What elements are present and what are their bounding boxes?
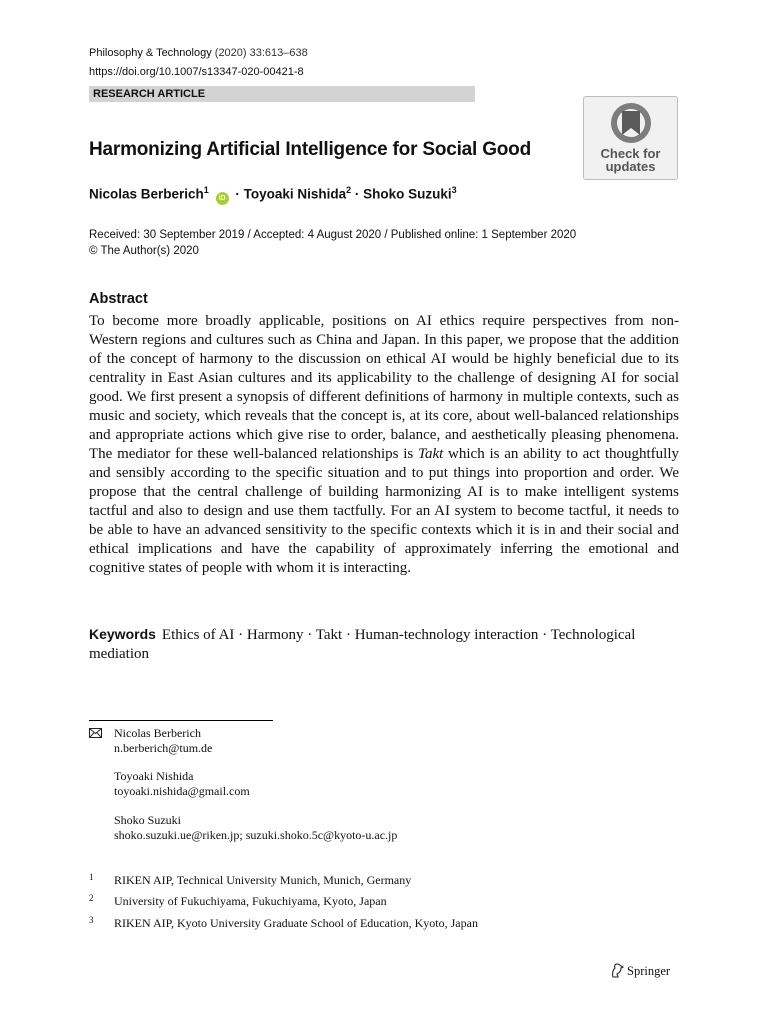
affiliation-text: University of Fukuchiyama, Fukuchiyama, Kyoto, Japan <box>114 894 387 908</box>
journal-citation <box>89 47 308 59</box>
author-name: Toyoaki Nishida <box>243 186 347 202</box>
author-separator: · <box>231 186 244 202</box>
springer-horse-icon <box>610 963 624 978</box>
contact-name: Toyoaki Nishida <box>114 769 194 783</box>
copyright-notice: © The Author(s) 2020 <box>89 245 199 257</box>
author-affiliation-sup: 2 <box>346 185 352 195</box>
abstract-text-part: which is an ability to act thoughtfully and sensibly according to the specific situation and to put things into proportion and order. We propose that the central challenge of building harmonizing AI is to make intelligent systems tactful and also to design and use them tactfully. For an AI system to become tactful, it needs to be able to have an advanced sensitivity to the specific contexts which it is in and their social and ethical implications and have the capability of approximately inferring the emotional and cognitive states of people with whom it is interacting. <box>89 446 679 576</box>
footnote-divider <box>89 720 273 721</box>
affiliation-number: 1 <box>89 872 94 882</box>
abstract-heading: Abstract <box>89 291 148 307</box>
contact-name: Nicolas Berberich <box>114 726 201 740</box>
author-separator: · <box>351 186 364 202</box>
check-for-updates-badge[interactable] <box>583 96 678 180</box>
orcid-icon[interactable]: iD <box>216 192 229 205</box>
affiliation <box>89 915 478 931</box>
correspondence-block <box>89 726 589 846</box>
envelope-icon <box>89 728 102 738</box>
contact-email[interactable]: shoko.suzuki.ue@riken.jp; suzuki.shoko.5c@kyoto-u.ac.jp <box>114 828 398 842</box>
keywords-section <box>89 625 679 664</box>
contact-email[interactable]: toyoaki.nishida@gmail.com <box>114 784 250 798</box>
affiliation-number: 2 <box>89 893 94 903</box>
author-affiliation-sup: 3 <box>451 185 457 195</box>
keywords-label: Keywords <box>89 626 156 642</box>
journal-name: Philosophy & Technology <box>89 47 212 59</box>
affiliation-text: RIKEN AIP, Kyoto University Graduate School of Education, Kyoto, Japan <box>114 916 478 930</box>
article-type-banner: RESEARCH ARTICLE <box>89 86 475 102</box>
abstract-italic-term: Takt <box>417 446 444 462</box>
publisher-name: Springer <box>627 964 671 978</box>
affiliation-number: 3 <box>89 915 94 925</box>
abstract-text <box>89 312 679 578</box>
author-name: Shoko Suzuki <box>363 186 452 202</box>
author-list <box>89 185 457 205</box>
keywords-list: Ethics of AI · Harmony · Takt · Human-technology interaction · Technological mediation <box>89 627 636 662</box>
affiliation <box>89 893 387 909</box>
contact-name: Shoko Suzuki <box>114 813 182 827</box>
author-name: Nicolas Berberich <box>89 186 204 202</box>
abstract-text-part: To become more broadly applicable, positions on AI ethics require perspectives from non-Western regions and cultures such as China and Japan. In this paper, we propose that the addition of the concept of harmony to the discussion on ethical AI would be highly beneficial due to its centrality in East Asian cultures and its applicability to the challenge of designing AI for social good. We first present a synopsis of different definitions of harmony in multiple contexts, such as music and society, which reveals that the concept is, at its core, about well-balanced relationships and appropriate actions which give rise to order, balance, and aesthetically pleasing phenomena. The mediator for these well-balanced relationships is <box>89 313 679 462</box>
volume-info: (2020) 33:613–638 <box>214 47 308 59</box>
badge-line-1: Check for <box>600 146 661 161</box>
contact-email[interactable]: n.berberich@tum.de <box>114 741 213 755</box>
article-title: Harmonizing Artificial Intelligence for Social Good <box>89 139 531 160</box>
affiliation <box>89 872 411 888</box>
author-affiliation-sup: 1 <box>203 185 209 195</box>
bookmark-icon <box>606 101 656 145</box>
badge-line-2: updates <box>605 159 656 174</box>
affiliation-text: RIKEN AIP, Technical University Munich, Munich, Germany <box>114 873 412 887</box>
doi-link[interactable]: https://doi.org/10.1007/s13347-020-00421-8 <box>89 66 304 78</box>
publication-dates: Received: 30 September 2019 / Accepted: 4 August 2020 / Published online: 1 September 2020 <box>89 229 577 241</box>
publisher-logo <box>610 963 670 979</box>
